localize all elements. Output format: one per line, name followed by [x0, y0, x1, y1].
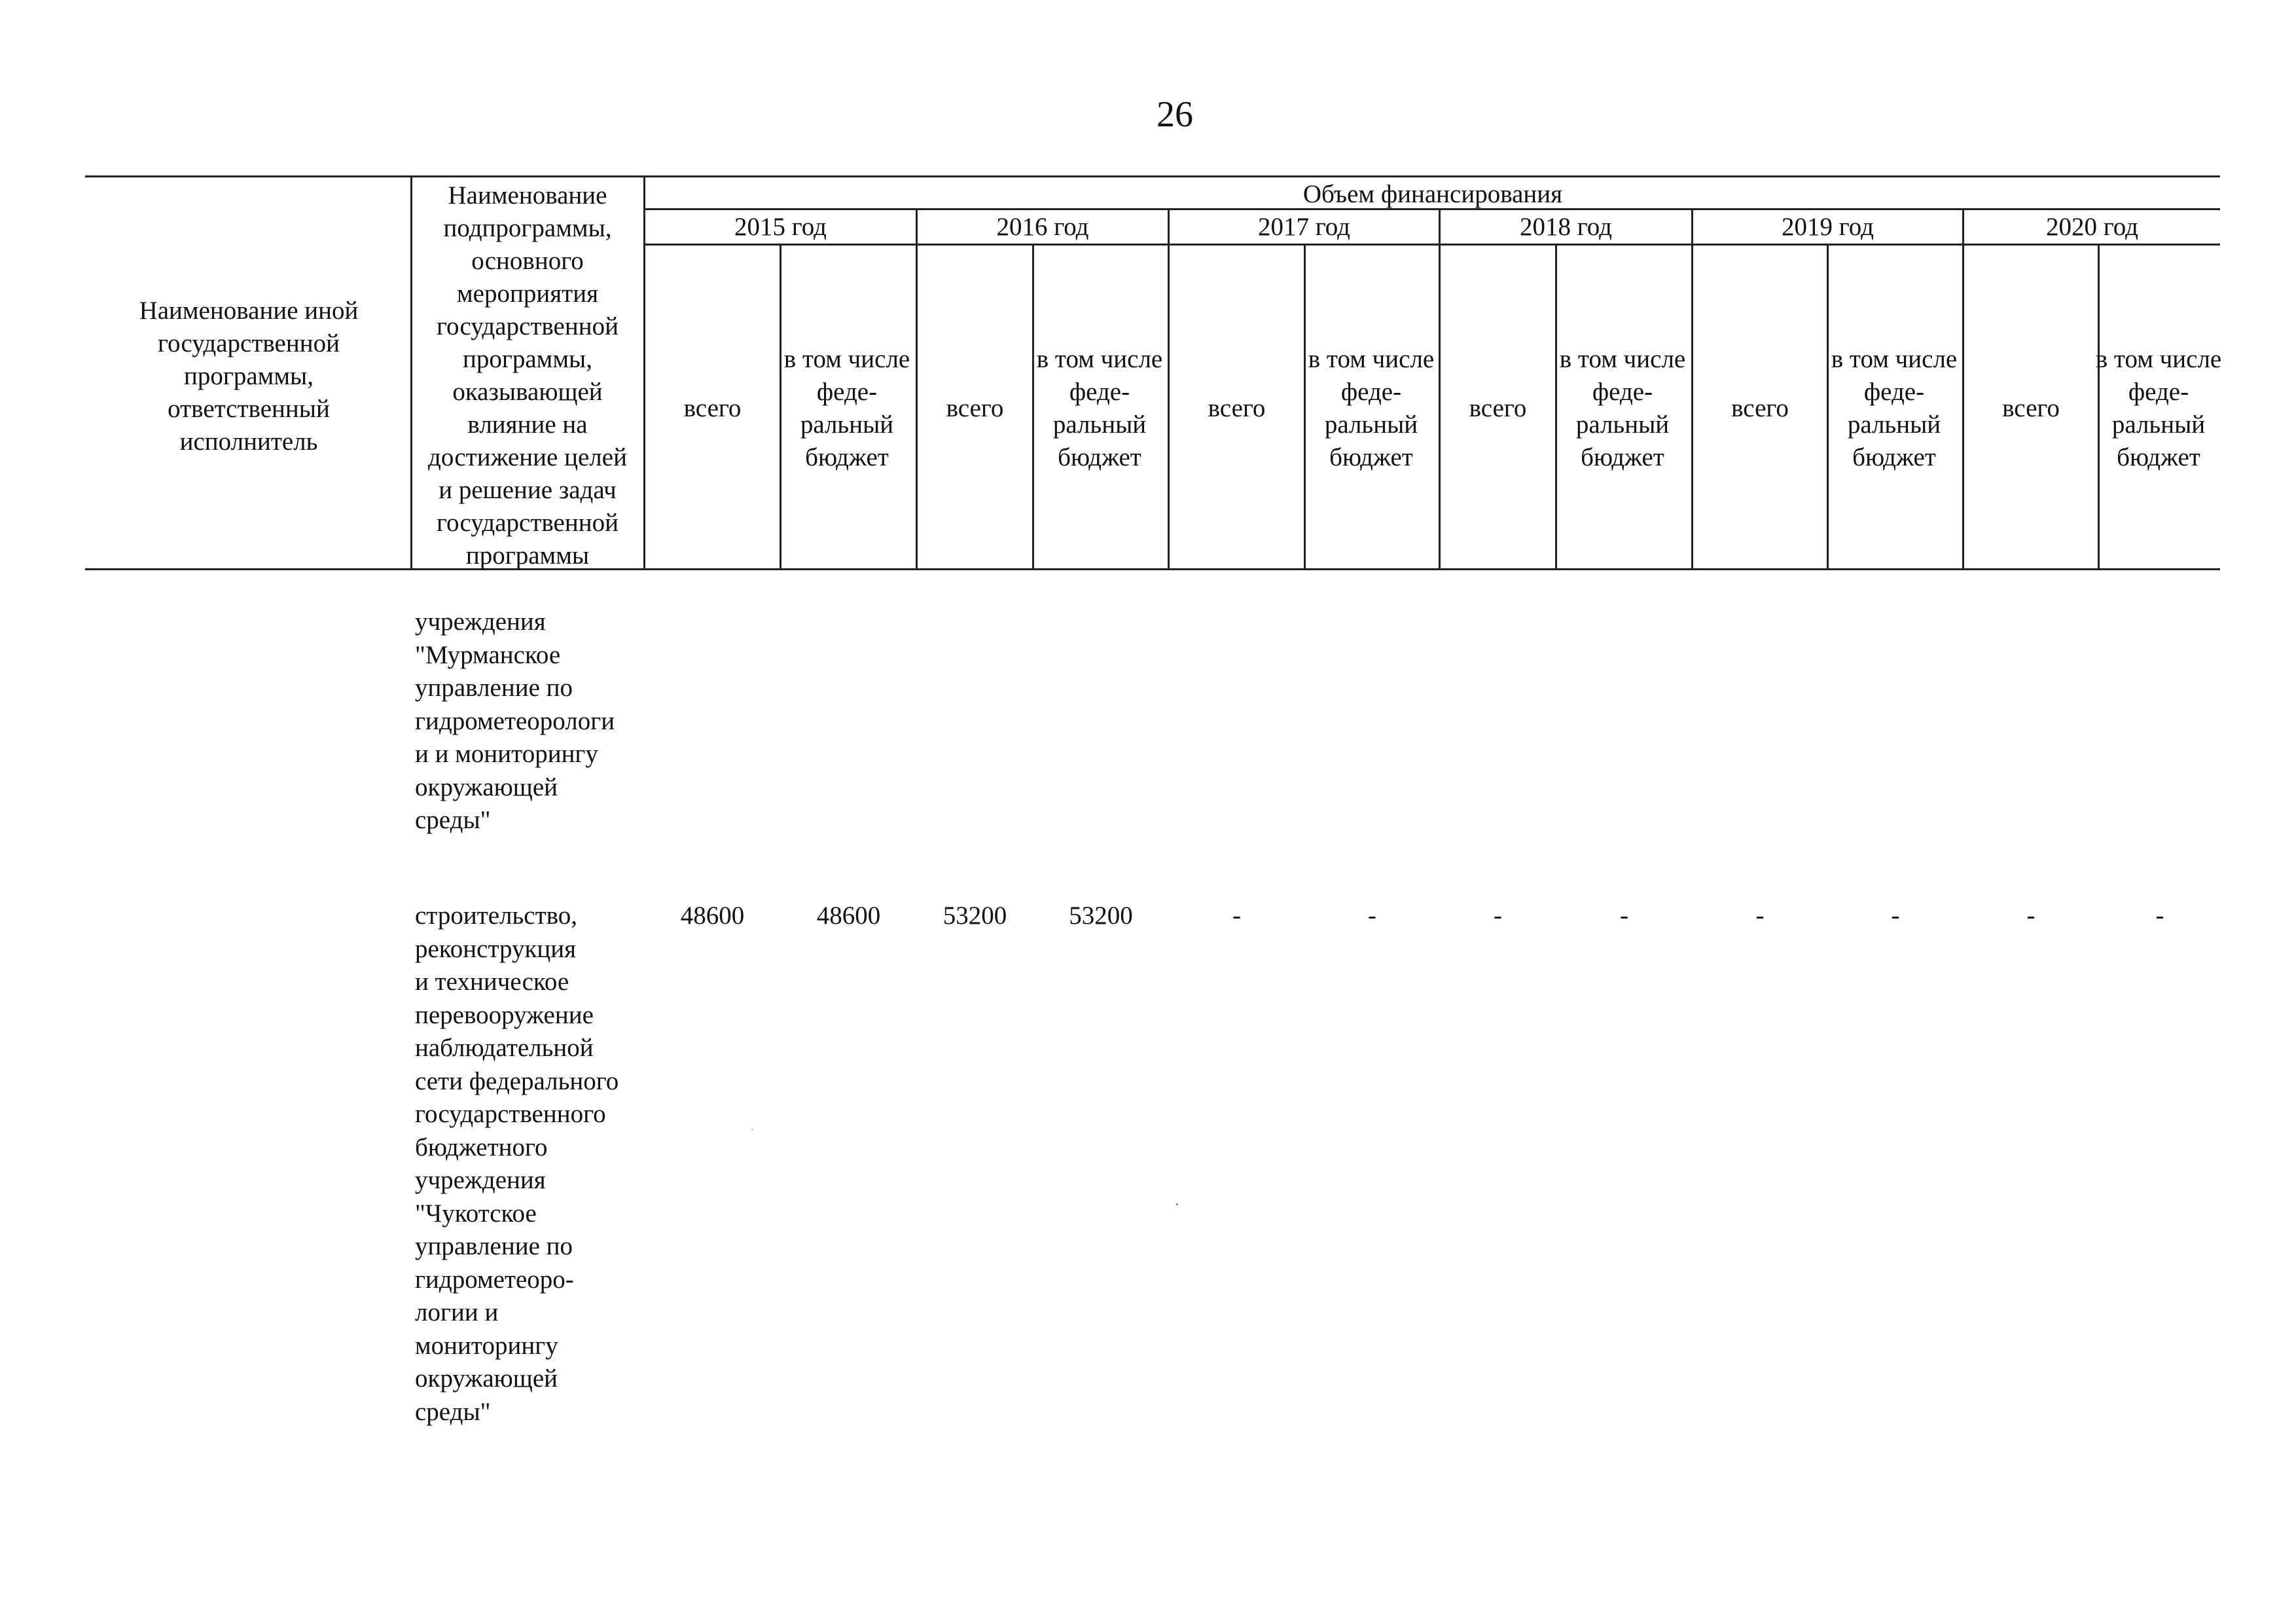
- header-federal-2019: в том числе феде- ральный бюджет: [1831, 345, 1958, 471]
- year-divider: [643, 244, 2220, 246]
- row-2-2015-federal: 48600: [816, 902, 881, 930]
- header-total-2016: всего: [946, 394, 1004, 422]
- header-total-2019: всего: [1731, 394, 1789, 422]
- scan-speck: [751, 1129, 753, 1131]
- header-year-2018: 2018 год: [1520, 213, 1612, 241]
- header-federal-2015: в том числе феде- ральный бюджет: [783, 345, 910, 471]
- row-2-2015-total: 48600: [680, 902, 745, 930]
- header-federal-2020: в том числе феде- ральный бюджет: [2095, 345, 2222, 471]
- row-2-2016-federal: 53200: [1069, 902, 1133, 930]
- row-2-name: строительство, реконструкция и техническое перевооружение наблюдательной сети федерального государственного бюджетного учреждения "Чукотское управление по гидрометеоро- логии и мониторингу окружающей среды": [415, 902, 619, 1426]
- header-year-2016: 2016 год: [996, 213, 1089, 241]
- header-year-2019: 2019 год: [1782, 213, 1874, 241]
- col-divider-1: [410, 175, 412, 570]
- row-2-2019-total: -: [1755, 902, 1765, 930]
- table-header-bottom-border: [85, 568, 2220, 570]
- header-total-2017: всего: [1208, 394, 1266, 422]
- row-2-2017-federal: -: [1368, 902, 1376, 930]
- table-top-border: [85, 175, 2220, 177]
- row-2-2020-total: -: [2026, 902, 2036, 930]
- header-total-2020: всего: [2002, 394, 2060, 422]
- row-2-2020-federal: -: [2155, 902, 2164, 930]
- page-number: 26: [1157, 94, 1193, 135]
- header-year-2017: 2017 год: [1258, 213, 1350, 241]
- header-federal-2018: в том числе феде- ральный бюджет: [1559, 345, 1686, 471]
- header-total-2018: всего: [1469, 394, 1527, 422]
- header-funding-volume: Объем финансирования: [1302, 180, 1563, 208]
- header-total-2015: всего: [683, 394, 742, 422]
- header-program-name: Наименование иной государственной программы, ответственный исполнитель: [139, 297, 359, 456]
- header-year-2015: 2015 год: [734, 213, 827, 241]
- header-subprogram-name: Наименование подпрограммы, основного мероприятия государственной программы, оказывающей влияние на достижение целей и решение задач государственной программы: [428, 181, 627, 570]
- header-federal-2016: в том числе феде- ральный бюджет: [1036, 345, 1163, 471]
- row-1-name: учреждения "Мурманское управление по гидрометеорологи и и мониторингу окружающей среды": [415, 608, 615, 834]
- row-2-2018-total: -: [1494, 902, 1502, 930]
- row-2-2019-federal: -: [1891, 902, 1900, 930]
- row-2-2018-federal: -: [1620, 902, 1628, 930]
- row-2-2017-total: -: [1232, 902, 1241, 930]
- scan-speck: [1176, 1203, 1178, 1205]
- header-federal-2017: в том числе феде- ральный бюджет: [1308, 345, 1435, 471]
- row-2-2016-total: 53200: [942, 902, 1007, 930]
- header-year-2020: 2020 год: [2046, 213, 2138, 241]
